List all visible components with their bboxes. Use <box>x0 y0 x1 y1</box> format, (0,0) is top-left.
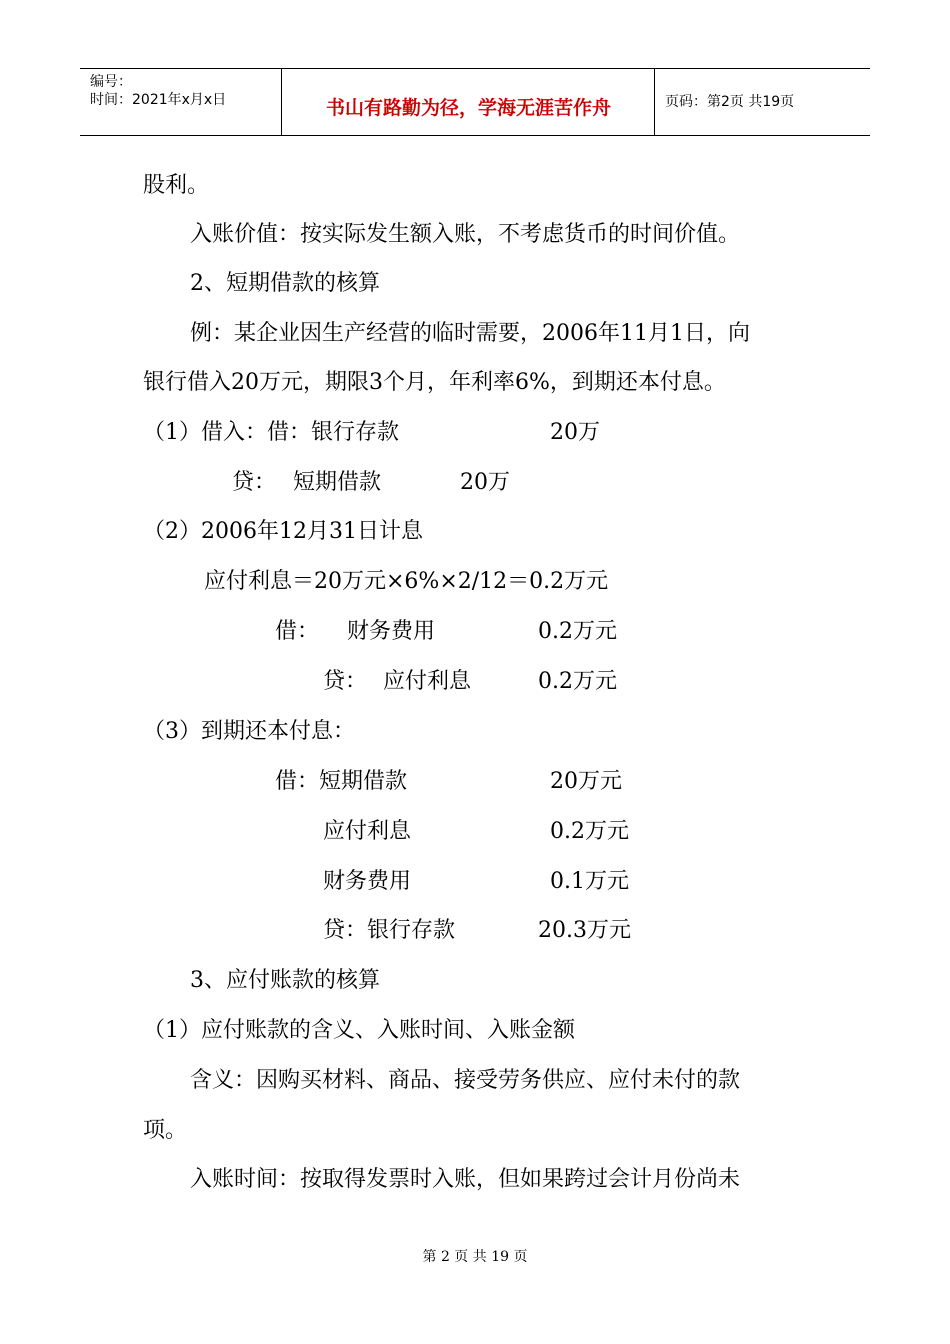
section-heading: 3、应付账款的核算 <box>190 968 380 993</box>
journal-entry-credit-label: 贷： <box>323 669 368 694</box>
journal-entry-amount: 20万 <box>550 420 600 445</box>
header-info-cell <box>80 69 282 135</box>
journal-entry-account: 财务费用 <box>323 869 412 894</box>
page-header <box>80 68 870 136</box>
journal-entry-account: 财务费用 <box>347 619 436 644</box>
paragraph-line: 入账时间：按取得发票时入账，但如果跨过会计月份尚未 <box>190 1167 741 1192</box>
header-page-cell <box>655 69 870 135</box>
paragraph-line: 银行借入20万元，期限3个月，年利率6%，到期还本付息。 <box>143 370 726 395</box>
journal-entry-account: 应付利息 <box>383 669 472 694</box>
journal-entry-amount: 20.3万元 <box>538 918 631 943</box>
journal-entry-debit: 借：短期借款 <box>275 769 408 794</box>
journal-entry-credit: 贷：银行存款 <box>323 918 456 943</box>
header-motto: 书山有路勤为径，学海无涯苦作舟 <box>325 97 611 119</box>
journal-entry-credit-label: 贷： <box>232 470 277 495</box>
formula-line: 应付利息＝20万元×6%×2/12＝0.2万元 <box>204 569 609 594</box>
journal-entry-amount: 0.2万元 <box>538 619 617 644</box>
journal-entry-debit-label: 借： <box>275 619 320 644</box>
document-date-label: 时间：2021年x月x日 <box>90 92 227 108</box>
journal-entry-amount: 20万元 <box>550 769 622 794</box>
page-footer: 第 2 页 共 19 页 <box>422 1249 528 1265</box>
paragraph-line: 股利。 <box>143 173 210 198</box>
header-page-number: 页码：第2页 共19页 <box>665 94 795 110</box>
journal-entry-amount: 20万 <box>460 470 510 495</box>
paragraph-line: 含义：因购买材料、商品、接受劳务供应、应付未付的款 <box>190 1068 741 1093</box>
document-number-label: 编号： <box>90 74 132 90</box>
paragraph-line: （1）应付账款的含义、入账时间、入账金额 <box>143 1018 575 1043</box>
journal-entry-account: 短期借款 <box>293 470 382 495</box>
paragraph-line: （2）2006年12月31日计息 <box>143 519 423 544</box>
journal-entry-amount: 0.2万元 <box>550 819 629 844</box>
journal-entry-amount: 0.1万元 <box>550 869 629 894</box>
header-motto-cell <box>282 69 655 135</box>
paragraph-line: 入账价值：按实际发生额入账，不考虑货币的时间价值。 <box>190 222 741 247</box>
paragraph-line: 例：某企业因生产经营的临时需要，2006年11月1日，向 <box>190 321 750 346</box>
paragraph-line: （3）到期还本付息： <box>143 719 355 744</box>
journal-entry-account: 应付利息 <box>323 819 412 844</box>
journal-entry-amount: 0.2万元 <box>538 669 617 694</box>
section-heading: 2、短期借款的核算 <box>190 271 380 296</box>
paragraph-line: 项。 <box>143 1118 188 1143</box>
journal-entry-debit: （1）借入：借：银行存款 <box>143 420 399 445</box>
